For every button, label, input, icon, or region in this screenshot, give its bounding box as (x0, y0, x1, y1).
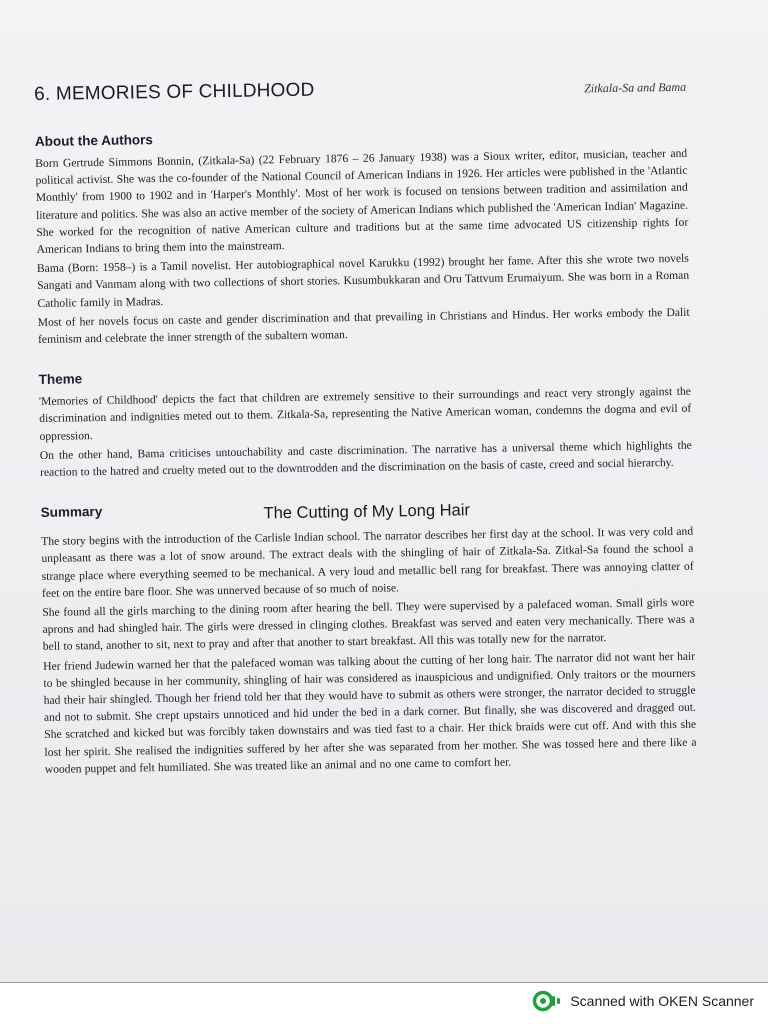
summary-heading: Summary (40, 504, 103, 521)
about-paragraph: Most of her novels focus on caste and gender discrimination and that prevailing in Christians and Hindus. Her works embody the Dalit feminism and celebrate the inner strength of the subaltern woman. (37, 305, 690, 346)
chapter-title: 6. MEMORIES OF CHILDHOOD (34, 79, 315, 105)
scanner-text: Scanned with OKEN Scanner (570, 993, 754, 1009)
oken-scanner-logo-icon (532, 990, 562, 1012)
about-paragraph: Bama (Born: 1958–) is a Tamil novelist. Her autobiographical novel Karukku (1992) brought her fame. After this she wrote two novels Sangati and Vanmam along with two collections of short stories. Kusumbukkaran and Oru Tattvum Erumaiyum. She was born in a Roman Catholic family in Madras. (36, 251, 690, 310)
page-content (34, 74, 697, 780)
summary-paragraph: The story begins with the introduction of the Carlisle Indian school. The narrator describes her first day at the school. It was very cold and unpleasant as there was a lot of snow around. The extract deals with the shingling of hair of Zitkala-Sa. Zitkal-Sa found the school a strange place where everything seemed to be mechanical. A very loud and metallic bell rang for breakfast. There was annoying clatter of feet on the entire bare floor. She was unnerved because of so much of noise. (41, 524, 694, 600)
chapter-authors: Zitkala-Sa and Bama (584, 79, 687, 96)
story-title: The Cutting of My Long Hair (263, 501, 471, 523)
about-heading: About the Authors (34, 132, 153, 149)
theme-heading: Theme (38, 371, 83, 388)
theme-paragraph: On the other hand, Bama criticises untouchability and caste discrimination. The narrative has a universal theme which highlights the reaction to the hatred and cruelty meted out to the downtrodden and the discrimination on the basis of caste, creed and social hierarchy. (39, 438, 692, 479)
summary-paragraph: She found all the girls marching to the dining room after hearing the bell. They were supervised by a palefaced woman. Small girls wore aprons and had shingled hair. The girls were dressed in clinging clothes. Breakfast was served and eaten very mechanically. There was a bell to stand, another to sit, next to pray and after that another to start breakfast. All this was totally new for the narrator. (42, 595, 695, 654)
scanner-watermark (532, 990, 754, 1012)
about-paragraph: Born Gertrude Simmons Bonnin, (Zitkala-Sa) (22 February 1876 – 26 January 1938) was a Sioux writer, editor, musician, teacher and political activist. She was the co-founder of the National Council of American Indians in 1926. Her articles were published in the 'Atlantic Monthly' from 1900 to 1902 and in 'Harper's Monthly'. Most of her work is focused on tensions between tradition and assimilation and literature and politics. She was also an active member of the society of American Indians which published the 'American Indian' Magazine. She worked for the recognition of native American culture and traditions but at the same time advocated US citizenship rights for American Indians to bring them into the mainstream. (35, 146, 689, 256)
theme-paragraph: 'Memories of Childhood' depicts the fact that children are extremely sensitive to their surroundings and react very strongly against the discrimination and indignities meted out to them. Zitkala-Sa, representing the Native American woman, condemns the dogma and evil of oppression. (38, 384, 692, 443)
summary-paragraph: Her friend Judewin warned her that the palefaced woman was talking about the cutting of her long hair. The narrator did not want her hair to be shingled because in her community, shingling of hair was considered as inauspicious and undignified. Only traitors or the mourners had their hair shingled. Though her friend told her that they would have to submit as others were stronger, the narrator decided to struggle and not to submit. She crept upstairs unnoticed and hid under the bed in a dark corner. But finally, she was discovered and dragged out. She scratched and kicked but was forcibly taken downstairs and was tied fast to a chair. Her thick braids were cut off. And with this she lost her spirit. She realised the indignities suffered by her after she was separated from her mother. She was tossed here and there like a wooden puppet and felt humiliated. She was treated like an animal and no one came to comfort her. (43, 649, 697, 776)
